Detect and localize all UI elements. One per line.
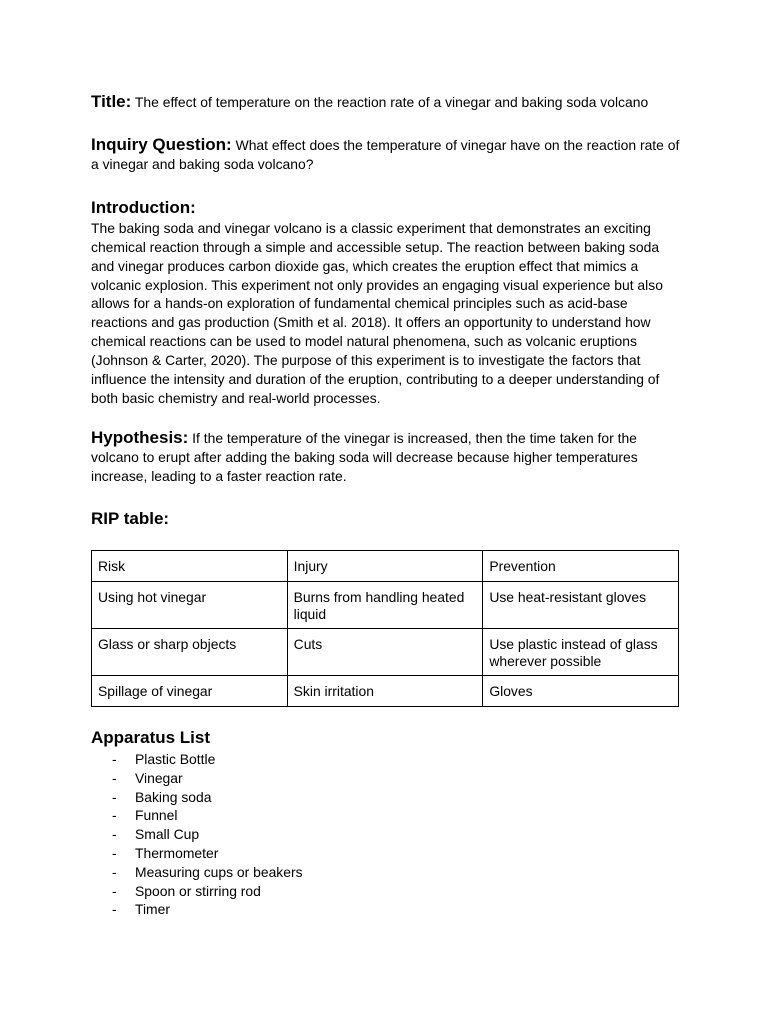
bullet-dash: -: [112, 863, 117, 880]
list-item: [91, 844, 303, 863]
table-cell: Spillage of vinegar: [92, 676, 288, 707]
bullet-dash: -: [112, 807, 117, 824]
list-item-text: Baking soda: [135, 788, 212, 805]
table-cell: Using hot vinegar: [92, 582, 288, 629]
list-item: [91, 882, 303, 901]
list-item-text: Funnel: [135, 807, 178, 824]
list-item-text: Timer: [135, 901, 170, 918]
apparatus-list: [91, 750, 303, 919]
list-item: [91, 769, 303, 788]
list-item-text: Thermometer: [135, 844, 219, 861]
table-row: [92, 676, 679, 707]
header-risk: Risk: [92, 551, 288, 582]
table-cell: Use plastic instead of glass wherever possible: [483, 629, 679, 676]
list-item-text: Spoon or stirring rod: [135, 882, 261, 899]
list-item: [91, 750, 303, 769]
table-header-row: [92, 551, 679, 582]
bullet-dash: -: [112, 788, 117, 805]
title-section: [91, 93, 681, 112]
bullet-dash: -: [112, 882, 117, 899]
bullet-dash: -: [112, 769, 117, 786]
title-label: Title:: [91, 92, 132, 111]
title-text: The effect of temperature on the reaction rate of a vinegar and baking soda volcano: [134, 94, 649, 110]
table-cell: Burns from handling heated liquid: [287, 582, 483, 629]
hypothesis-section: [91, 429, 681, 485]
table-row: [92, 582, 679, 629]
header-prevention: Prevention: [483, 551, 679, 582]
table-row: [92, 629, 679, 676]
list-item: [91, 788, 303, 807]
bullet-dash: -: [112, 826, 117, 843]
inquiry-label: Inquiry Question:: [91, 135, 232, 154]
inquiry-text: What effect does the temperature of vinegar have on the reaction rate of a vinegar and baking soda volcano?: [91, 137, 680, 172]
list-item: [91, 863, 303, 882]
rip-table-heading: RIP table:: [91, 509, 170, 528]
introduction-heading: Introduction:: [91, 198, 196, 217]
bullet-dash: -: [112, 844, 117, 861]
bullet-dash: -: [112, 751, 117, 767]
rip-table: [91, 550, 679, 707]
inquiry-section: [91, 136, 681, 174]
list-item: [91, 806, 303, 825]
list-item: [91, 825, 303, 844]
hypothesis-text: If the temperature of the vinegar is increased, then the time taken for the volcano to erupt after adding the baking soda will decrease because higher temperatures increase, leading to a faster reaction rate.: [91, 430, 638, 484]
list-item-text: Plastic Bottle: [135, 751, 216, 767]
bullet-dash: -: [112, 901, 117, 918]
table-cell: Gloves: [483, 676, 679, 707]
table-cell: Use heat-resistant gloves: [483, 582, 679, 629]
list-item-text: Small Cup: [135, 826, 200, 843]
list-item-text: Vinegar: [135, 769, 183, 786]
table-cell: Skin irritation: [287, 676, 483, 707]
introduction-body: The baking soda and vinegar volcano is a classic experiment that demonstrates an exciting chemical reaction through a simple and accessible setup. The reaction between baking soda and vinegar produces carbon dioxide gas, which creates the eruption effect that mimics a volcanic explosion. This experiment not only provides an engaging visual experience but also allows for a hands-on exploration of fundamental chemical principles such as acid-base reactions and gas production (Smith et al. 2018). It offers an opportunity to understand how chemical reactions can be used to model natural phenomena, such as volcanic eruptions (Johnson & Carter, 2020). The purpose of this experiment is to investigate the factors that influence the intensity and duration of the eruption, contributing to a deeper understanding of both basic chemistry and real-world processes.: [91, 220, 663, 406]
list-item-text: Measuring cups or beakers: [135, 863, 303, 880]
table-cell: Glass or sharp objects: [92, 629, 288, 676]
table-cell: Cuts: [287, 629, 483, 676]
list-item: [91, 900, 303, 919]
hypothesis-label: Hypothesis:: [91, 428, 189, 447]
apparatus-heading: Apparatus List: [91, 728, 211, 747]
header-injury: Injury: [287, 551, 483, 582]
